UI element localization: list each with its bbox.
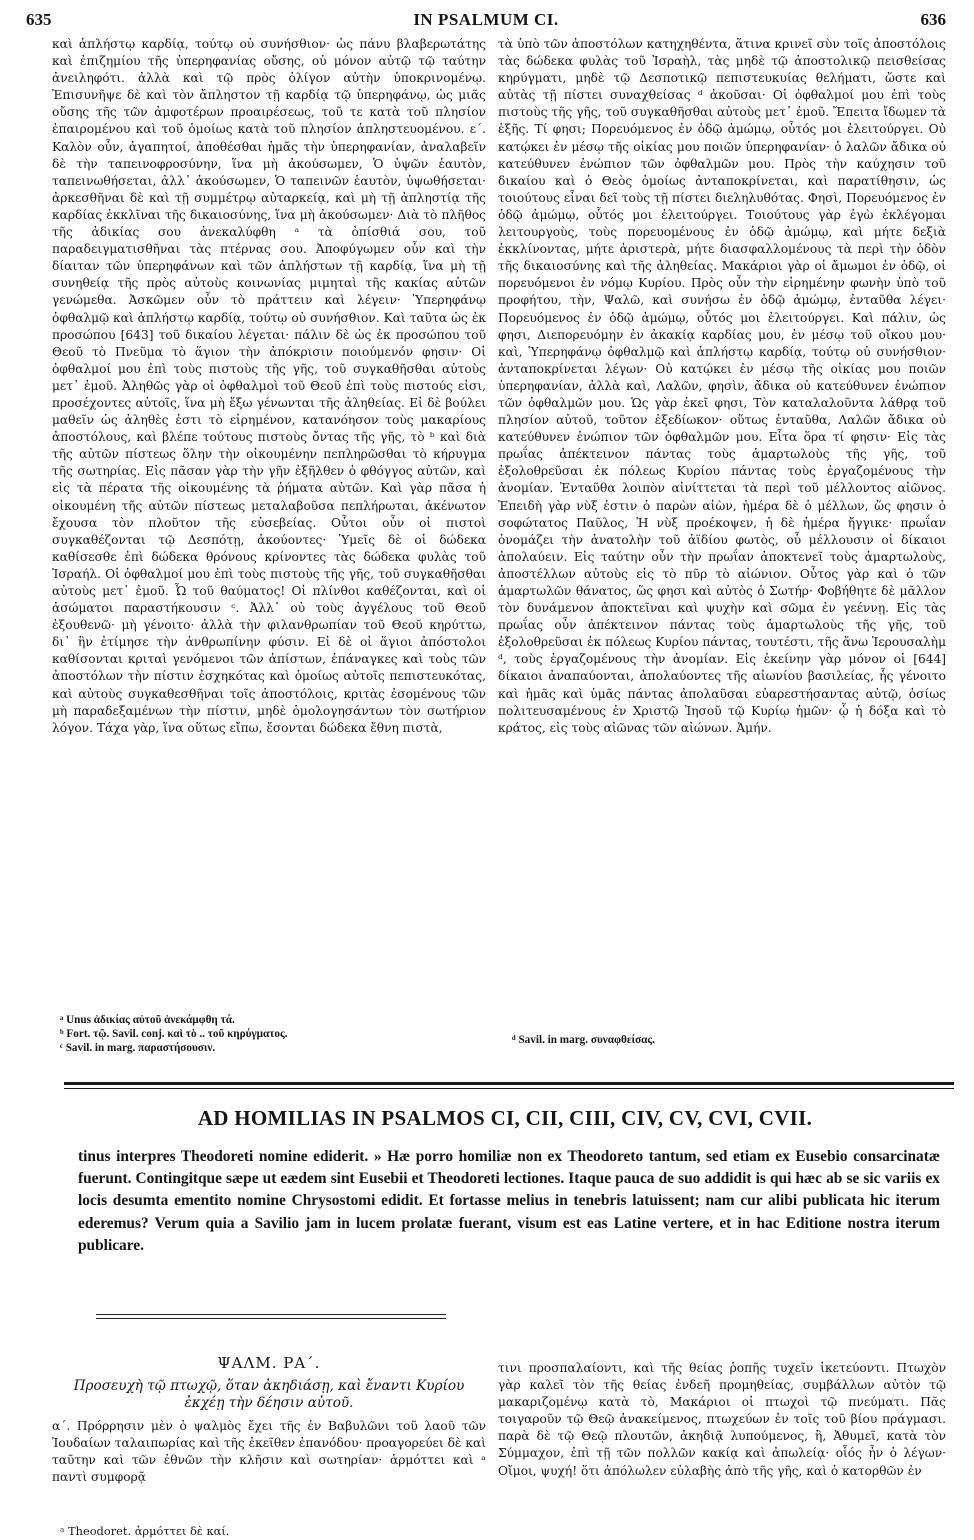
column-left-greek-text <box>52 36 486 737</box>
greek-text-block: καὶ ἀπλήστῳ καρδίᾳ, τούτῳ οὐ συνήσθιον· ὡς πάνυ βλαβερωτάτης καὶ ἐπιζημίου τῆς ὑπερηφανίας οὔσης, οὐ μόνον αὐτῷ τῷ ταύτην ἀνειληφότι. ἀλλὰ καὶ τῷ πρὸς ὀλίγον αὐτὴν ὑποκρινομένῳ. Ἐπισυνῆψε δὲ καὶ τὸν ἄπληστον τῇ καρδίᾳ τῷ ὑπερηφάνῳ, ὡς μιᾶς οὔσης τῆς τῶν ἀμφοτέρων προαιρέσεως, τοῦ τε κατὰ τοῦ πλησίον ἐπαιρομένου καὶ τοῦ ὁμοίως κατὰ τοῦ πλησίον ἀπληστευομένου. ε΄. Καλὸν οὖν, ἀγαπητοί, ἀποθέσθαι ἡμᾶς τὴν ὑπερηφανίαν, ἀναλαβεῖν δὲ τὴν ταπεινοφροσύνην, ἵνα μὴ ἀκούσωμεν, Ὁ ὑψῶν ἑαυτὸν, ταπεινωθήσεται, ἀλλ᾽ ἀκούσωμεν, Ὁ ταπεινῶν ἑαυτὸν, ὑψωθήσεται· ἀρκεσθῆναι δὲ καὶ τῇ συμμέτρῳ αὐταρκείᾳ, καὶ μὴ τῇ ἀπληστίᾳ τῆς καρδίας ἐκκλῖναι τῆς δικαιοσύνης, ἵνα μὴ ἀκούσωμεν· Διὰ τὸ πλῆθος τῆς ἀδικίας σου ἀνεκαλύφθη ᵃ τὰ ὀπίσθιά σου, τοῦ παραδειγματισθῆναι τὰς πτέρνας σου. Ἀποφύγωμεν οὖν καὶ τὴν δίαιταν τῶν ὑπερηφάνων καὶ τῶν ἀπλήστων τῇ καρδίᾳ, ἵνα μὴ τῇ συνηθείᾳ τῆς πρὸς αὐτοὺς κοινωνίας μιμηταὶ τῆς κακίας αὐτῶν γενώμεθα. Ἀσκῶμεν οὖν τὸ πράττειν καὶ λέγειν· Ὑπερηφάνῳ ὀφθαλμῷ καὶ ἀπλήστῳ καρδίᾳ, τούτῳ οὐ συνήσθιον. Καὶ ταῦτα ὡς ἐκ προσώπου [643] τοῦ δικαίου λέγεται· πάλιν δὲ ὡς ἐκ προσώπου τοῦ Θεοῦ τὸ Πνεῦμα τὸ ἅγιον τὴν ἀπόκρισιν ποιούμενόν φησιν· Οἱ ὀφθαλμοί μου ἐπὶ τοὺς πιστοὺς τῆς γῆς, τοῦ συγκαθῆσθαι αὐτοὺς μετ᾽ ἐμοῦ. Ἀληθῶς γὰρ οἱ ὀφθαλμοὶ τοῦ Θεοῦ ἐπὶ τοὺς πιστούς εἰσι, προσέχοντες αὐτοῖς, ἵνα μὴ ἔξω γένωνται τῆς ἀληθείας. Εἰ δὲ βούλει μαθεῖν ὡς ἀληθὲς ἐστι τὸ εἰρημένον, κατανόησον τοὺς μακαρίους ἀποστόλους, καὶ βλέπε τούτους πιστοὺς ὄντας τῆς γῆς, τὸ ᵇ καὶ διὰ τῆς αὐτῶν πίστεως ὅλην τὴν οἰκουμένην πεπληρῶσθαι τὸ κήρυγμα τῆς σωτηρίας. Εἰς πᾶσαν γὰρ τὴν γῆν ἐξῆλθεν ὁ φθόγγος αὐτῶν, καὶ εἰς τὰ πέρατα τῆς οἰκουμένης τὰ ῥήματα αὐτῶν. Καὶ γὰρ πᾶσα ἡ οἰκουμένη τῆς αὐτῶν πίστεως μεταλαβοῦσα πεπλήρωται, ἀκένωτον ἔχουσα τὸν πλοῦτον τῆς εὐσεβείας. Οὗτοι οὖν οἱ πιστοὶ συγκαθέζονται τῷ Δεσπότῃ, ἀκούοντες· Ὑμεῖς δὲ οἱ δώδεκα καθίσεσθε ἐπὶ δώδεκα θρόνους κρίνοντες τὰς δώδεκα φυλὰς τοῦ Ἰσραήλ. Οἱ ὀφθαλμοί μου ἐπὶ τοὺς πιστοὺς τῆς γῆς, τοῦ συγκαθῆσθαι αὐτοὺς μετ᾽ ἐμοῦ. Ὦ τοῦ θαύματος! Οἱ πλίνθοι καθέζονται, καὶ οἱ ἀσώματοι παραστήκουσιν ᶜ. Ἀλλ᾽ οὐ τοὺς ἀγγέλους τοῦ Θεοῦ ἐξουθενῶ· μὴ γένοιτο· ἀλλὰ τὴν φιλανθρωπίαν τοῦ Θεοῦ κηρύττω, δι᾽ ἣν ἐτίμησε τὴν ἀνθρωπίνην φύσιν. Εἰ δὲ οἱ ἅγιοι ἀπόστολοι καθίσονται κριταὶ γενόμενοι τῶν ἀπίστων, ἐπάναγκες καὶ τοὺς τῶν ἀποστόλων τὴν πίστιν ἐσχηκότας καὶ ὁμοίως αὐτοῖς πεπιστευκότας, καὶ αὐτοὺς συγκαθεσθῆναι τοῖς ἀποστόλοις, κριτὰς ἐσομένους τῶν μὴ παραδεξαμένων τὴν πίστιν, μηδὲ ὁμολογησάντων τὸν σωτήριον λόγον. Τάχα γὰρ, ἵνα οὕτως εἴπω, ἔσονται δώδεκα ἔθνη πιστὰ, <box>52 37 486 735</box>
psalm-subtitle: Προσευχὴ τῷ πτωχῷ, ὅταν ἀκηδιάσῃ, καὶ ἔναντι Κυρίου ἐκχέῃ τὴν δέησιν αὐτοῦ. <box>73 1378 465 1411</box>
psalm-title: ΨΑΛΜ. ΡΑ΄. <box>217 1354 321 1372</box>
page-number-left: 635 <box>26 10 52 29</box>
preface-divider <box>96 1314 446 1315</box>
footnote-c: ᶜ Savil. in marg. παραστήσουσιν. <box>60 1042 216 1054</box>
running-title: IN PSALMUM CI. <box>413 10 559 29</box>
column-right-greek-text <box>498 36 946 737</box>
footnotes-left <box>60 1013 480 1055</box>
greek-text-block: α΄. Πρόρρησιν μὲν ὁ ψαλμὸς ἔχει τῆς ἐν Βαβυλῶνι τοῦ λαοῦ τῶν Ἰουδαίων ταλαιπωρίας καὶ τῆς ἐκεῖθεν ἐπανόδου· προαγορεύει δὲ καὶ ταῦτην καὶ τῶν ἐθνῶν τὴν κλῆσιν καὶ σωτηρίαν· ἁρμόττει καὶ ᵃ παντὶ συμφορᾷ <box>52 1419 486 1485</box>
column-left-psalm-text <box>52 1418 486 1486</box>
footnotes-right <box>512 1033 932 1047</box>
running-head <box>26 6 946 32</box>
section-title: AD HOMILIAS IN PSALMOS CI, CII, CIII, CIV, CV, CVI, CVII. <box>197 1106 813 1130</box>
section-divider-thin <box>64 1088 954 1089</box>
latin-preface-text: tinus interpres Theodoreti nomine ediderit. » Hæ porro homiliæ non ex Theodoreto tantum, sed etiam ex Eusebio consarcinatæ fuerunt. Contingitque sæpe ut eædem sint Eusebii et Theodoreti lectiones. Itaque pauca de suo addidit is qui hæc ab se sic variis ex locis desumta ementito nomine Chrysostomi edidit. Et fortasse melius in tenebris latuissent; nam cur alibi publicata hic iterum ederemus? Verum quia a Savilio jam in lucem prolatæ fuerant, visum est eas Latine vertere, et in hac Editione nostra iterum publicare. <box>78 1148 940 1254</box>
page-number-right: 636 <box>920 10 946 29</box>
greek-text-block: τινι προσπαλαίοντι, καὶ τῆς θείας ῥοπῆς τυχεῖν ἱκετεύοντι. Πτωχὸν γὰρ καλεῖ τὸν τῆς θείας ἐνδεῆ προμηθείας, συμβάλλων αὐτὸν τῷ μακαριζομένῳ κατὰ τὸ, Μακάριοι οἱ πτωχοὶ τῷ πνεύματι. Πᾶς τοιγαροῦν τῷ Θεῷ ἀνακείμενος, πτωχεύων ἐν τοῖς τοῦ βίου πράγμασι. παρὰ δὲ τῷ Θεῷ πλουτῶν, ἀκηδιᾷ λυπούμενος, ἢ, Ἀθυμεῖ, κατὰ τὸν Σύμμαχον, ἐπὶ τῇ τῶν πολλῶν κακίᾳ καὶ ἀπωλείᾳ· οἷός ἦν ὁ λέγων· Οἴμοι, ψυχή! ὅτι ἀπόλωλεν εὐλαβὴς ἀπὸ τῆς γῆς, καὶ ὁ κατορθῶν ἐν <box>498 1361 946 1478</box>
section-divider-thick <box>64 1082 954 1085</box>
column-right-psalm-text <box>498 1360 946 1480</box>
footnote-a: ᵃ Unus ἀδικίας αὐτοῦ ἀνεκάμφθη τά. <box>60 1014 235 1026</box>
preface-divider-second <box>96 1318 446 1319</box>
greek-text-block: τὰ ὑπὸ τῶν ἀποστόλων κατηχηθέντα, ἅτινα κρινεῖ σὺν τοῖς ἀποστόλοις τὰς δώδεκα φυλὰς τοῦ Ἰσραὴλ, τὰς μηδὲ τῷ ἀποστολικῷ πεισθείσας κηρύγματι, μηδὲ τῷ Δεσποτικῷ πεπιστευκυίας θελήματι, ὥστε καὶ αὐτὰς τῇ πίστει συναχθείσας ᵈ ἀκοῦσαι· Οἱ ὀφθαλμοί μου ἐπὶ τοὺς πιστοὺς τῆς γῆς, τοῦ συγκαθῆσθαι αὐτοὺς μετ᾽ ἐμοῦ. Ἔπειτα ἴδωμεν τὰ ἑξῆς. Τί φησι; Πορευόμενος ἐν ὁδῷ ἀμώμῳ, οὗτός μοι ἐλειτούργει. Οὐ κατῴκει ἐν μέσῳ τῆς οἰκίας μου ποιῶν ὑπερηφανίαν· ὁ λαλῶν ἄδικα οὐ κατεύθυνεν ἐνώπιον τῶν ὀφθαλμῶν μου. Πρὸς τὴν καύχησιν τοῦ δικαίου καὶ ὁ Θεὸς ὁμοίως ἀνταποκρίνεται, καὶ παρατίθησιν, ὡς τοιούτους εἶναι δεῖ τοὺς τῇ πίστει διεληλυθότας. Φησὶ, Πορευόμενος ἐν ὁδῷ ἀμώμῳ, οὗτός μοι ἐλειτούργει. Τοιούτους γὰρ ἐγὼ ἐκλέγομαι λειτουργοὺς, τοὺς πορευομένους ἐν ὁδῷ ἀμώμῳ, καὶ μήτε δεξιὰ ἐκκλίνοντας, μήτε ἀριστερὰ, μήτε διασφαλλομένους τὰ περὶ τὴν ὁδὸν τῆς δικαιοσύνης καὶ τῆς ἀληθείας. Μακάριοι γὰρ οἱ ἄμωμοι ἐν ὁδῷ, οἱ πορευόμενοι ἐν νόμῳ Κυρίου. Πρὸς οὖν τὴν εἰρημένην φωνὴν ὑπὸ τοῦ προφήτου, τὴν, Ψαλῶ, καὶ συνήσω ἐν ὁδῷ ἀμώμῳ, ἐνταῦθα λέγει· Πορευόμενος ἐν ὁδῷ ἀμώμῳ, οὗτός μοι ἐλειτούργει. Καὶ πάλιν, ὡς φησι, Διεπορευόμην ἐν ἀκακίᾳ καρδίας μου, ἐν μέσῳ τοῦ οἴκου μου· καὶ, Ὑπερηφάνῳ ὀφθαλμῷ καὶ ἀπλήστῳ καρδίᾳ, τούτῳ οὐ συνήσθιον· ἀνταποκρίνεται λέγων· Οὐ κατῴκει ἐν μέσῳ τῆς οἰκίας μου ποιῶν ὑπερηφανίαν, ἀλλὰ καὶ, Λαλῶν, φησὶν, ἄδικα οὐ κατεύθυνεν ἐνώπιον τῶν ὀφθαλμῶν μου. Ὡς γὰρ ἐκεῖ φησι, Τὸν καταλαλοῦντα λάθρᾳ τοῦ πλησίον αὐτοῦ, τοῦτον ἐξεδίωκον· οὕτως ἐνταῦθα, Λαλῶν ἄδικα οὐ κατεύθυνεν ἐνώπιον τῶν ὀφθαλμῶν μου. Εἶτα ὅρα τί φησιν· Εἰς τὰς πρωΐας ἀπέκτεινον πάντας τοὺς ἁμαρτωλοὺς τῆς γῆς, τοῦ ἐξολοθρεῦσαι ἐκ πόλεως Κυρίου πάντας τοὺς ἐργαζομένους τὴν ἀνομίαν. Ἐνταῦθα λοιπὸν αἰνίττεται τὰ περὶ τοῦ μέλλοντος αἰῶνος. Ἐπειδὴ γὰρ νὺξ ἐστιν ὁ παρὼν αἰὼν, ἡμέρα δὲ ὁ μέλλων, ὥς φησιν ὁ σοφώτατος Παῦλος, Ἡ νὺξ προέκοψεν, ἡ δὲ ἡμέρα ἤγγικε· πρωΐαν ὀνομάζει τὴν ἀνατολὴν τοῦ ἀϊδίου φωτὸς, οὗ μέλλουσιν οἱ δίκαιοι ἀπολαύειν. Εἰς ταύτην οὖν τὴν πρωΐαν ἀποκτενεῖ τοὺς ἁμαρτωλοὺς, ἀποστέλλων αὐτοὺς εἰς τὸ πῦρ τὸ αἰώνιον. Οὗτος γὰρ καὶ ὁ τῶν ἁμαρτωλῶν θάνατος, ὥς φησι καὶ αὐτὸς ὁ Σωτήρ· Φοβήθητε δὲ μᾶλλον τὸν δυνάμενον ἀποκτεῖναι καὶ ψυχὴν καὶ σῶμα ἐν γεέννῃ. Εἰς τὰς πρωΐας οὖν ἀπέκτεινον πάντας τοὺς ἁμαρτωλοὺς τῆς γῆς, τοῦ ἐξολοθρεῦσαι ἐκ πόλεως Κυρίου πάντας, τουτέστι, τῆς ἄνω Ἱερουσαλὴμ ᵈ, τοὺς ἐργαζομένους τὴν ἀνομίαν. Εἰς ἐκείνην γὰρ μόνον οἱ [644] δίκαιοι ἀναπαύονται, ἀπολαύοντες τῆς αἰωνίου βασιλείας, ἧς γένοιτο καὶ ἡμᾶς καὶ ὑμᾶς πάντας ἀπολαῦσαι εὐαρεστήσαντας αὐτῷ, ὁσίως πολιτευσαμένους ἐν Χριστῷ Ἰησοῦ τῷ Κυρίῳ ἡμῶν· ᾧ ἡ δόξα καὶ τὸ κράτος, εἰς τοὺς αἰῶνας τῶν αἰώνων. Ἀμήν. <box>498 37 946 735</box>
footnote-d: ᵈ Savil. in marg. συναφθείσας. <box>512 1034 655 1046</box>
footnote-b: ᵇ Fort. τῷ. Savil. conj. καὶ τὸ .. τοῦ κηρύγματος. <box>60 1028 288 1040</box>
footnote-bottom-a: ᵃ Theodoret. ἁρμόττει δὲ καί. <box>60 1524 230 1538</box>
